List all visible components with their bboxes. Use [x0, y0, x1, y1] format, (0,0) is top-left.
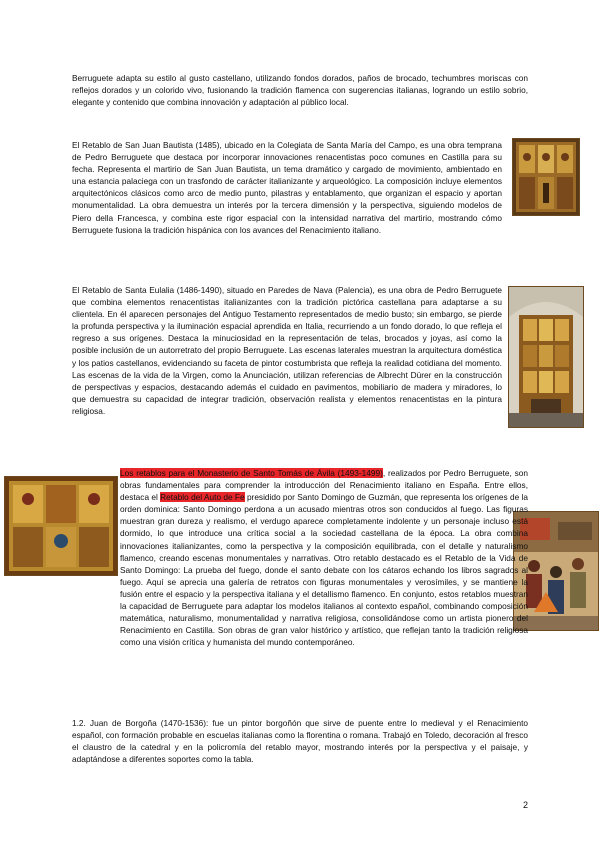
- retablos-santo-tomas-image: [4, 476, 118, 576]
- paragraph-retablos-santo-tomas: [120, 467, 528, 648]
- paragraph-berruguete-style: Berruguete adapta su estilo al gusto castellano, utilizando fondos dorados, paños de brocado, techumbres moriscas con reflejos dorados y un colorido vivo, fusionando la tradición flamenca con sugerencias italianas, logrando un estilo sobrio, elegante y contenido que combina innovación y adaptación al público local.: [72, 73, 528, 108]
- paragraph-juan-de-borgona: 1.2. Juan de Borgoña (1470-1536): fue un pintor borgoñón que sirve de puente entre lo medieval y el Renacimiento español, con formación probable en escuelas italianas como la florentina o romana. Trabajó en Toledo, decoración al fresco el claustro de la catedral y en la policromía del retablo mayor, mostrando interés por la perspectiva y el paisaje, y adaptándose a diferentes soportes como la tabla.: [72, 718, 528, 765]
- retablo-santa-eulalia-image: [508, 286, 584, 428]
- highlight-retablos-santo-tomas: Los retablos para el Monasterio de Santo Tomás de Ávila (1493-1499): [120, 468, 383, 478]
- paragraph-retablo-san-juan: El Retablo de San Juan Bautista (1485), ubicado en la Colegiata de Santa María del Campo, es una obra temprana de Pedro Berruguete que destaca por incorporar innovaciones renacentistas poco comunes en Castilla para su fecha. Representa el martirio de San Juan Bautista, un tema dramático y cargado de movimiento, ambientado en una estancia palaciega con un trasfondo de carácter italianizante y arqueológico. La composición incluye elementos arquitectónicos clásicos como arco de medio punto, pilastras y entablamento, que organizan el espacio y aportan monumentalidad. La obra demuestra un interés por la tercera dimensión y la perspectiva, siguiendo modelos de Piero della Francesca, y combina este rigor espacial con la intensidad narrativa del martirio, mostrando cómo Berruguete fusiona la tradición hispánica con los avances del Renacimiento italiano.: [72, 140, 502, 235]
- paragraph-text-b: presidido por Santo Domingo de Guzmán, que representa los orígenes de la orden dominica: Santo Domingo perdona a un acusado mientras otros son conducidos al fuego. Las figuras muestran gran dureza y realismo, el verdugo aparece completamente indolente y un personaje incluso está dormido, lo que introduce una crítica social a la sociedad castellana de la época. La obra combina innovaciones italianizantes, como la perspectiva y la composición equilibrada, con el detalle y naturalismo flamenco, creando escenas monumentales y narrativas. Otro retablo destacado es el Retablo de la Vida de Santo Domingo: La prueba del fuego, donde el santo debate con los cátaros echando los libros sagrados al fuego. Aquí se aprecia una galería de retratos con figuras monumentales y verosímiles, y se mantiene la fusión entre el espacio y la perspectiva italiana y el detallismo flamenco. En conjunto, estos retablos muestran la capacidad de Berruguete para adaptar los modelos italianos al contexto español, combinando composición matemática, naturalismo, monumentalidad y narrativa religiosa, consolidándose como un artista pionero del Renacimiento en Castilla. Son obras de gran valor histórico y artístico, que reflejan tanto la tradición religiosa como una visión crítica y humanista del mundo contemporáneo.: [120, 492, 528, 648]
- paragraph-retablo-santa-eulalia: El Retablo de Santa Eulalia (1486-1490), situado en Paredes de Nava (Palencia), es una obra de Pedro Berruguete que combina elementos renacentistas italianizantes con la tradición pictórica castellana para adaptarse a su clientela. En él aparecen personajes del Antiguo Testamento representados de medio busto; sin embargo, se pierde la profunda perspectiva y la iluminación espacial aprendida en Italia, recurriendo a un fondo dorado, lo que refleja el regreso a sus orígenes. Destaca la minuciosidad en la representación de telas, brocados y joyas, así como la posible inclusión de un autorretrato del propio Berruguete. Las escenas laterales muestran la arquitectura doméstica y los patios castellanos, evidenciando su faceta de pintor costumbrista que refleja la realidad cotidiana del momento. Las escenas de la vida de la Virgen, como la Anunciación, utilizan referencias de Albrecht Dürer en la construcción de perspectivas y espacios, destacando además el cuidado en pavimentos, mobiliario de madera y miradores, lo que demuestra su capacidad de integrar tradición, observación realista y elementos renacentistas en la pintura religiosa.: [72, 285, 502, 416]
- page-number: 2: [522, 800, 528, 810]
- highlight-retablo-auto-de-fe: Retablo del Auto de Fe: [160, 492, 245, 503]
- paragraph-text-a: , realizados por Pedro Berruguete, son obras fundamentales para comprender la introducción del Renacimiento italiano en España. Entre ellos, destaca el: [120, 468, 528, 503]
- retablo-san-juan-image: [512, 138, 580, 216]
